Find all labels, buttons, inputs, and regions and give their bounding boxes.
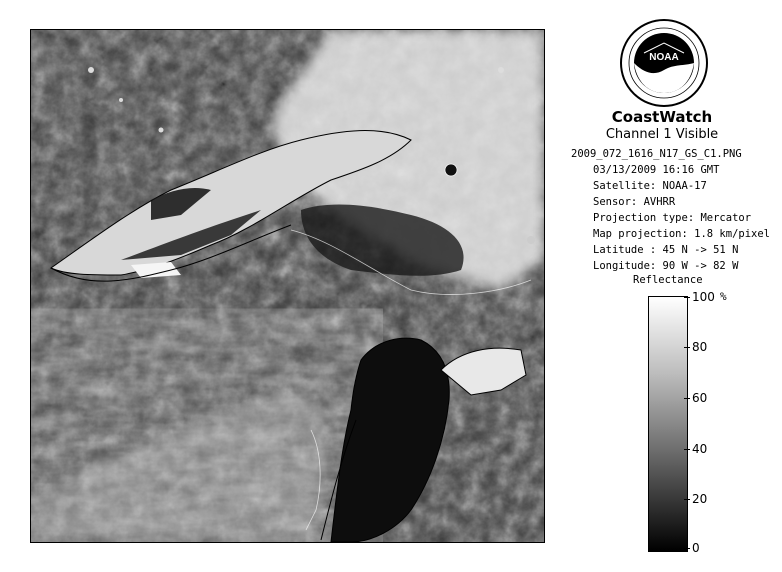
legend-tick: [684, 347, 690, 348]
logo-text: NOAA: [649, 52, 679, 63]
legend-tick: [684, 297, 690, 298]
legend-tick-label: 60: [692, 391, 708, 405]
legend-unit: %: [720, 290, 727, 303]
legend-tick: [684, 548, 690, 549]
meta-latitude: Latitude : 45 N -> 51 N: [593, 244, 739, 256]
noaa-logo: [619, 18, 709, 108]
satellite-map: [30, 29, 545, 543]
reflectance-colorbar: [648, 296, 688, 552]
legend-tick-label: 100: [692, 290, 715, 304]
meta-longitude: Longitude: 90 W -> 82 W: [593, 260, 739, 272]
meta-filename: 2009_072_1616_N17_GS_C1.PNG: [571, 148, 742, 160]
satellite-imagery: [31, 30, 544, 542]
legend-tick-label: 80: [692, 340, 708, 354]
legend-tick: [684, 449, 690, 450]
meta-datetime: 03/13/2009 16:16 GMT: [593, 164, 720, 176]
legend-tick-label: 20: [692, 492, 708, 506]
meta-satellite: Satellite: NOAA-17: [593, 180, 707, 192]
noaa-seal-icon: [619, 18, 709, 108]
legend-tick-label: 0: [692, 541, 700, 555]
legend-tick-label: 40: [692, 442, 708, 456]
legend-title: Reflectance: [633, 274, 703, 286]
meta-projection-type: Projection type: Mercator: [593, 212, 752, 224]
brand-title: CoastWatch: [611, 108, 713, 126]
meta-sensor: Sensor: AVHRR: [593, 196, 676, 208]
legend-tick: [684, 398, 690, 399]
legend-tick: [684, 499, 690, 500]
channel-title: Channel 1 Visible: [605, 127, 719, 142]
meta-map-projection: Map projection: 1.8 km/pixel: [593, 228, 771, 240]
